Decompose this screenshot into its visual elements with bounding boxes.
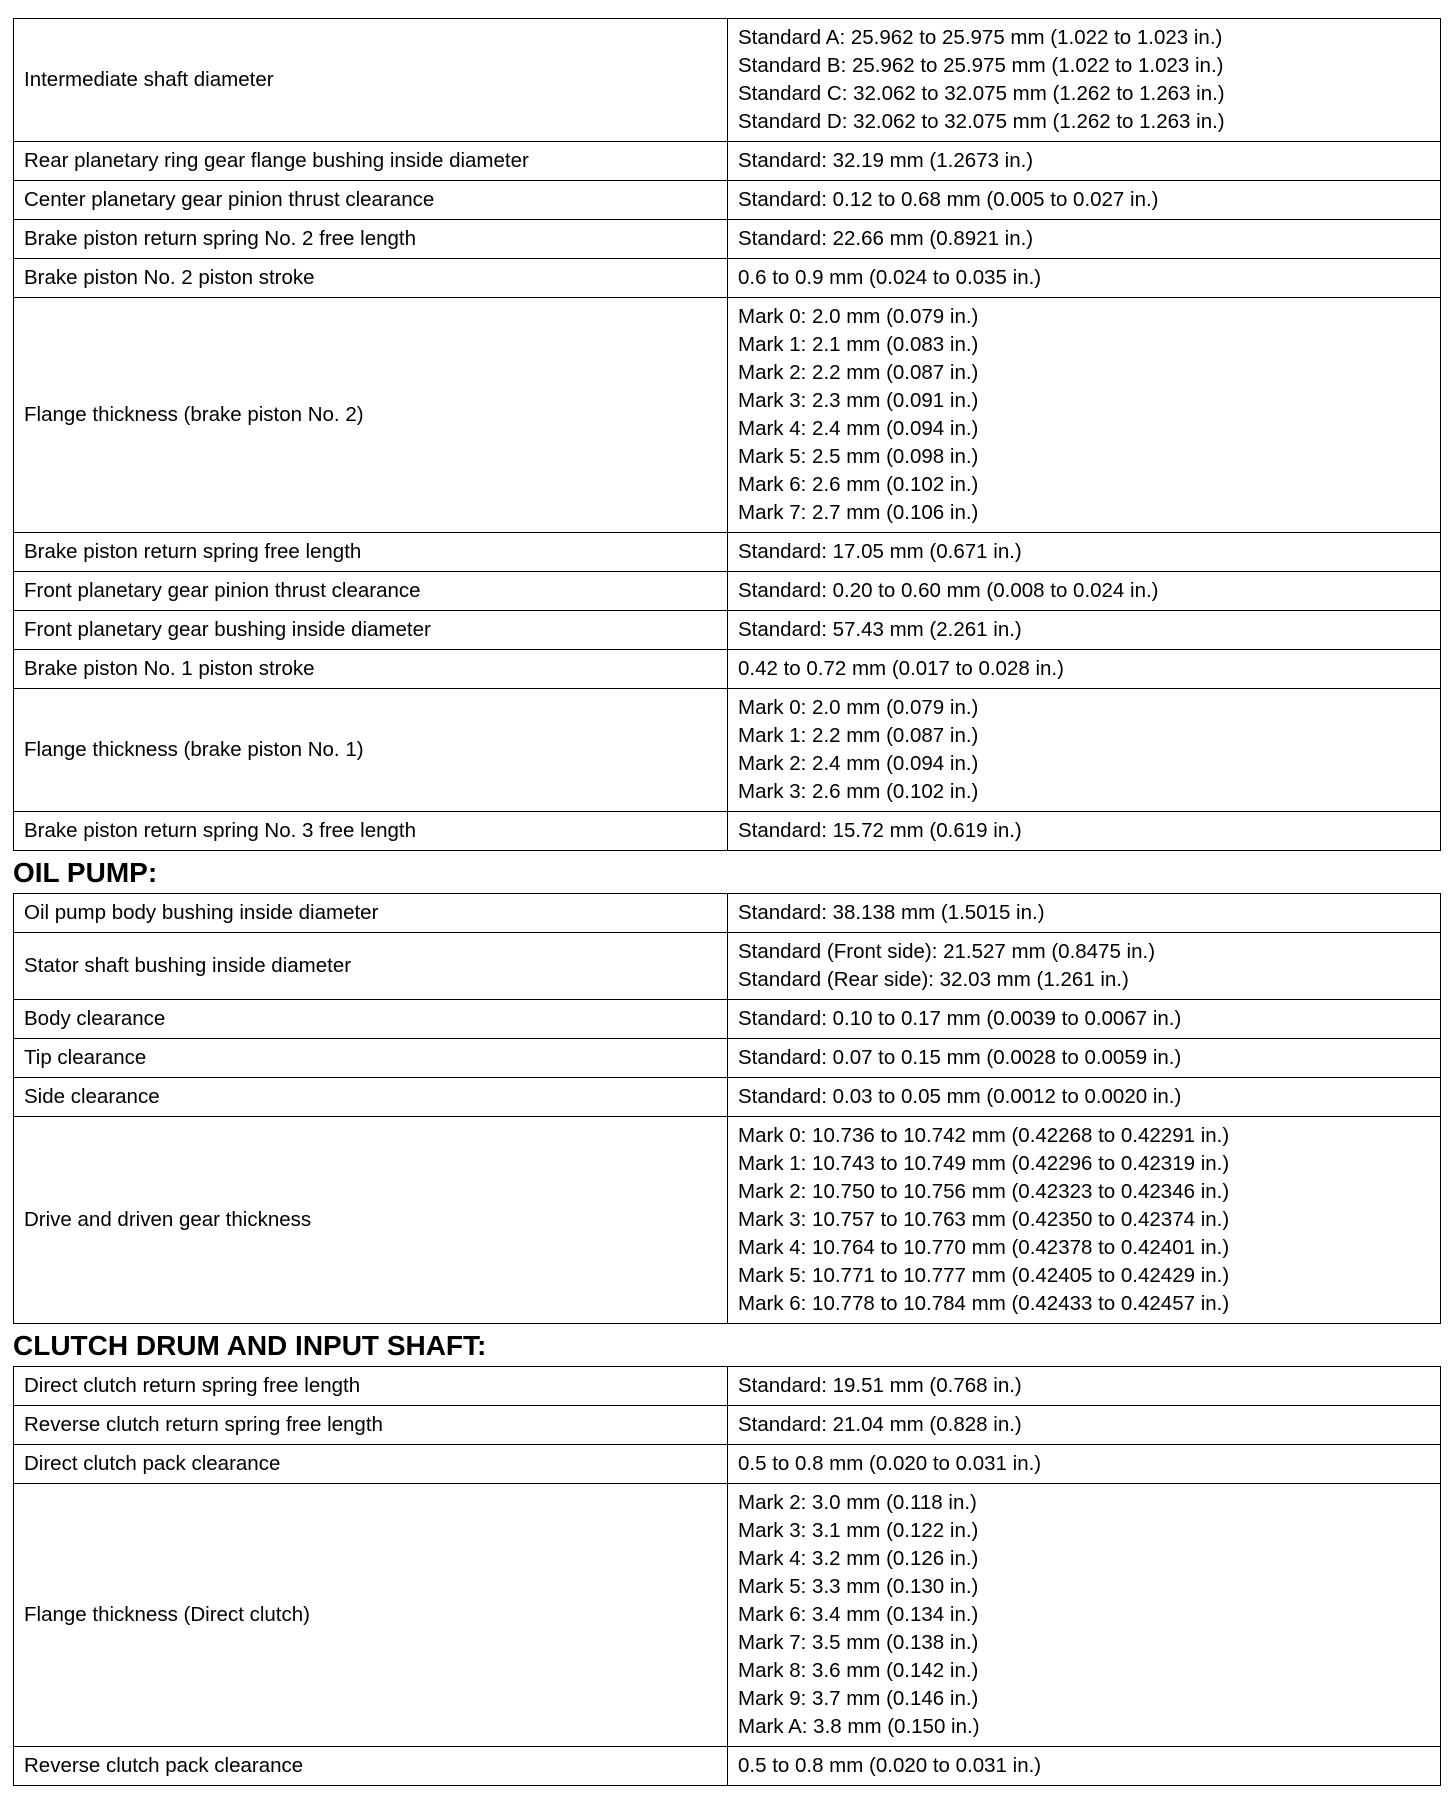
spec-value-line: Mark 1: 2.2 mm (0.087 in.) [738, 724, 979, 747]
spec-item-value [728, 1117, 1441, 1324]
spec-value-line: 0.42 to 0.72 mm (0.017 to 0.028 in.) [738, 657, 1064, 680]
spec-item-label: Intermediate shaft diameter [14, 19, 728, 142]
spec-item-label: Rear planetary ring gear flange bushing inside diameter [14, 142, 728, 181]
spec-item-value [728, 812, 1441, 851]
table-row [14, 933, 1441, 1000]
spec-item-label: Brake piston return spring free length [14, 533, 728, 572]
spec-document [13, 18, 1441, 1786]
spec-value-line: Standard: 32.19 mm (1.2673 in.) [738, 149, 1034, 172]
table-row [14, 1078, 1441, 1117]
table-row [14, 533, 1441, 572]
spec-value-line: Standard: 0.03 to 0.05 mm (0.0012 to 0.0020 in.) [738, 1085, 1182, 1108]
spec-value-line: Standard: 22.66 mm (0.8921 in.) [738, 227, 1034, 250]
spec-value-line: Mark 4: 10.764 to 10.770 mm (0.42378 to 0.42401 in.) [738, 1236, 1230, 1259]
spec-item-value [728, 533, 1441, 572]
spec-item-value [728, 298, 1441, 533]
spec-item-label: Flange thickness (brake piston No. 1) [14, 689, 728, 812]
spec-value-line: Mark 7: 2.7 mm (0.106 in.) [738, 501, 979, 524]
spec-value-line: Mark 2: 10.750 to 10.756 mm (0.42323 to 0.42346 in.) [738, 1180, 1230, 1203]
spec-value-line: Mark 3: 3.1 mm (0.122 in.) [738, 1519, 979, 1542]
spec-item-value [728, 1367, 1441, 1406]
spec-item-value [728, 142, 1441, 181]
spec-item-label: Tip clearance [14, 1039, 728, 1078]
spec-item-label: Direct clutch pack clearance [14, 1445, 728, 1484]
spec-value-line: 0.5 to 0.8 mm (0.020 to 0.031 in.) [738, 1754, 1042, 1777]
spec-item-value [728, 259, 1441, 298]
spec-item-label: Brake piston No. 1 piston stroke [14, 650, 728, 689]
spec-value-line: Mark 6: 10.778 to 10.784 mm (0.42433 to 0.42457 in.) [738, 1292, 1230, 1315]
spec-item-label: Brake piston return spring No. 2 free length [14, 220, 728, 259]
spec-value-line: 0.5 to 0.8 mm (0.020 to 0.031 in.) [738, 1452, 1042, 1475]
table-row [14, 1406, 1441, 1445]
spec-item-value [728, 1445, 1441, 1484]
spec-value-line: Mark 6: 3.4 mm (0.134 in.) [738, 1603, 979, 1626]
spec-item-value [728, 220, 1441, 259]
spec-item-label: Stator shaft bushing inside diameter [14, 933, 728, 1000]
spec-table [13, 893, 1441, 1324]
spec-value-line: Mark 7: 3.5 mm (0.138 in.) [738, 1631, 979, 1654]
spec-value-line: Mark 0: 2.0 mm (0.079 in.) [738, 305, 979, 328]
spec-item-value [728, 1747, 1441, 1786]
spec-item-label: Brake piston return spring No. 3 free length [14, 812, 728, 851]
spec-item-label: Front planetary gear pinion thrust clearance [14, 572, 728, 611]
spec-item-value [728, 1484, 1441, 1747]
spec-value-line: Standard: 0.20 to 0.60 mm (0.008 to 0.024 in.) [738, 579, 1159, 602]
spec-value-line: Standard: 21.04 mm (0.828 in.) [738, 1413, 1022, 1436]
table-row [14, 1039, 1441, 1078]
spec-value-line: Mark 4: 3.2 mm (0.126 in.) [738, 1547, 979, 1570]
spec-value-line: Mark 1: 2.1 mm (0.083 in.) [738, 333, 979, 356]
spec-value-line: Standard C: 32.062 to 32.075 mm (1.262 to 1.263 in.) [738, 82, 1225, 105]
spec-value-line: 0.6 to 0.9 mm (0.024 to 0.035 in.) [738, 266, 1042, 289]
spec-item-value [728, 1406, 1441, 1445]
spec-value-line: Mark 2: 2.4 mm (0.094 in.) [738, 752, 979, 775]
spec-value-line: Standard: 57.43 mm (2.261 in.) [738, 618, 1022, 641]
spec-value-line: Mark 8: 3.6 mm (0.142 in.) [738, 1659, 979, 1682]
spec-item-label: Oil pump body bushing inside diameter [14, 894, 728, 933]
spec-item-value [728, 572, 1441, 611]
table-row [14, 650, 1441, 689]
spec-item-label: Drive and driven gear thickness [14, 1117, 728, 1324]
spec-item-value [728, 1000, 1441, 1039]
table-row [14, 1367, 1441, 1406]
spec-item-label: Body clearance [14, 1000, 728, 1039]
spec-value-line: Standard (Front side): 21.527 mm (0.8475 in.) [738, 940, 1156, 963]
table-row [14, 611, 1441, 650]
spec-value-line: Standard (Rear side): 32.03 mm (1.261 in.) [738, 968, 1129, 991]
spec-value-line: Standard: 17.05 mm (0.671 in.) [738, 540, 1022, 563]
table-row [14, 298, 1441, 533]
spec-item-value [728, 650, 1441, 689]
spec-item-value [728, 894, 1441, 933]
spec-value-line: Mark 0: 2.0 mm (0.079 in.) [738, 696, 979, 719]
spec-value-line: Standard A: 25.962 to 25.975 mm (1.022 to 1.023 in.) [738, 26, 1223, 49]
section-title: OIL PUMP: [13, 857, 158, 888]
table-row [14, 1445, 1441, 1484]
spec-item-label: Flange thickness (brake piston No. 2) [14, 298, 728, 533]
table-row [14, 181, 1441, 220]
table-row [14, 220, 1441, 259]
spec-value-line: Standard: 38.138 mm (1.5015 in.) [738, 901, 1045, 924]
table-row [14, 1117, 1441, 1324]
table-row [14, 142, 1441, 181]
spec-value-line: Standard B: 25.962 to 25.975 mm (1.022 to 1.023 in.) [738, 54, 1224, 77]
spec-item-value [728, 611, 1441, 650]
spec-item-value [728, 1039, 1441, 1078]
spec-table [13, 18, 1441, 851]
spec-item-value [728, 933, 1441, 1000]
table-row [14, 572, 1441, 611]
spec-value-line: Standard: 0.12 to 0.68 mm (0.005 to 0.027 in.) [738, 188, 1159, 211]
spec-item-value [728, 181, 1441, 220]
spec-value-line: Mark 3: 2.3 mm (0.091 in.) [738, 389, 979, 412]
spec-value-line: Mark 4: 2.4 mm (0.094 in.) [738, 417, 979, 440]
spec-value-line: Mark 1: 10.743 to 10.749 mm (0.42296 to 0.42319 in.) [738, 1152, 1230, 1175]
spec-item-label: Direct clutch return spring free length [14, 1367, 728, 1406]
spec-value-line: Standard: 0.07 to 0.15 mm (0.0028 to 0.0059 in.) [738, 1046, 1182, 1069]
spec-value-line: Mark 0: 10.736 to 10.742 mm (0.42268 to 0.42291 in.) [738, 1124, 1230, 1147]
table-row [14, 812, 1441, 851]
spec-item-label: Reverse clutch return spring free length [14, 1406, 728, 1445]
spec-value-line: Mark 2: 2.2 mm (0.087 in.) [738, 361, 979, 384]
spec-item-value [728, 689, 1441, 812]
spec-item-label: Flange thickness (Direct clutch) [14, 1484, 728, 1747]
spec-value-line: Mark A: 3.8 mm (0.150 in.) [738, 1715, 980, 1738]
table-row [14, 894, 1441, 933]
spec-value-line: Mark 2: 3.0 mm (0.118 in.) [738, 1491, 977, 1514]
spec-value-line: Mark 3: 10.757 to 10.763 mm (0.42350 to 0.42374 in.) [738, 1208, 1230, 1231]
spec-value-line: Mark 6: 2.6 mm (0.102 in.) [738, 473, 979, 496]
spec-item-label: Reverse clutch pack clearance [14, 1747, 728, 1786]
spec-value-line: Standard: 0.10 to 0.17 mm (0.0039 to 0.0067 in.) [738, 1007, 1182, 1030]
table-row [14, 19, 1441, 142]
spec-value-line: Mark 5: 3.3 mm (0.130 in.) [738, 1575, 979, 1598]
section-title: CLUTCH DRUM AND INPUT SHAFT: [13, 1330, 487, 1361]
table-row [14, 1747, 1441, 1786]
spec-value-line: Mark 5: 10.771 to 10.777 mm (0.42405 to 0.42429 in.) [738, 1264, 1230, 1287]
table-row [14, 1000, 1441, 1039]
spec-item-label: Center planetary gear pinion thrust clearance [14, 181, 728, 220]
spec-value-line: Mark 3: 2.6 mm (0.102 in.) [738, 780, 979, 803]
spec-value-line: Standard: 19.51 mm (0.768 in.) [738, 1374, 1022, 1397]
spec-value-line: Mark 5: 2.5 mm (0.098 in.) [738, 445, 979, 468]
spec-value-line: Standard: 15.72 mm (0.619 in.) [738, 819, 1022, 842]
spec-item-label: Side clearance [14, 1078, 728, 1117]
spec-value-line: Standard D: 32.062 to 32.075 mm (1.262 to 1.263 in.) [738, 110, 1225, 133]
spec-item-label: Front planetary gear bushing inside diameter [14, 611, 728, 650]
spec-item-label: Brake piston No. 2 piston stroke [14, 259, 728, 298]
spec-table [13, 1366, 1441, 1786]
spec-value-line: Mark 9: 3.7 mm (0.146 in.) [738, 1687, 979, 1710]
table-row [14, 259, 1441, 298]
table-row [14, 689, 1441, 812]
spec-item-value [728, 19, 1441, 142]
table-row [14, 1484, 1441, 1747]
spec-item-value [728, 1078, 1441, 1117]
